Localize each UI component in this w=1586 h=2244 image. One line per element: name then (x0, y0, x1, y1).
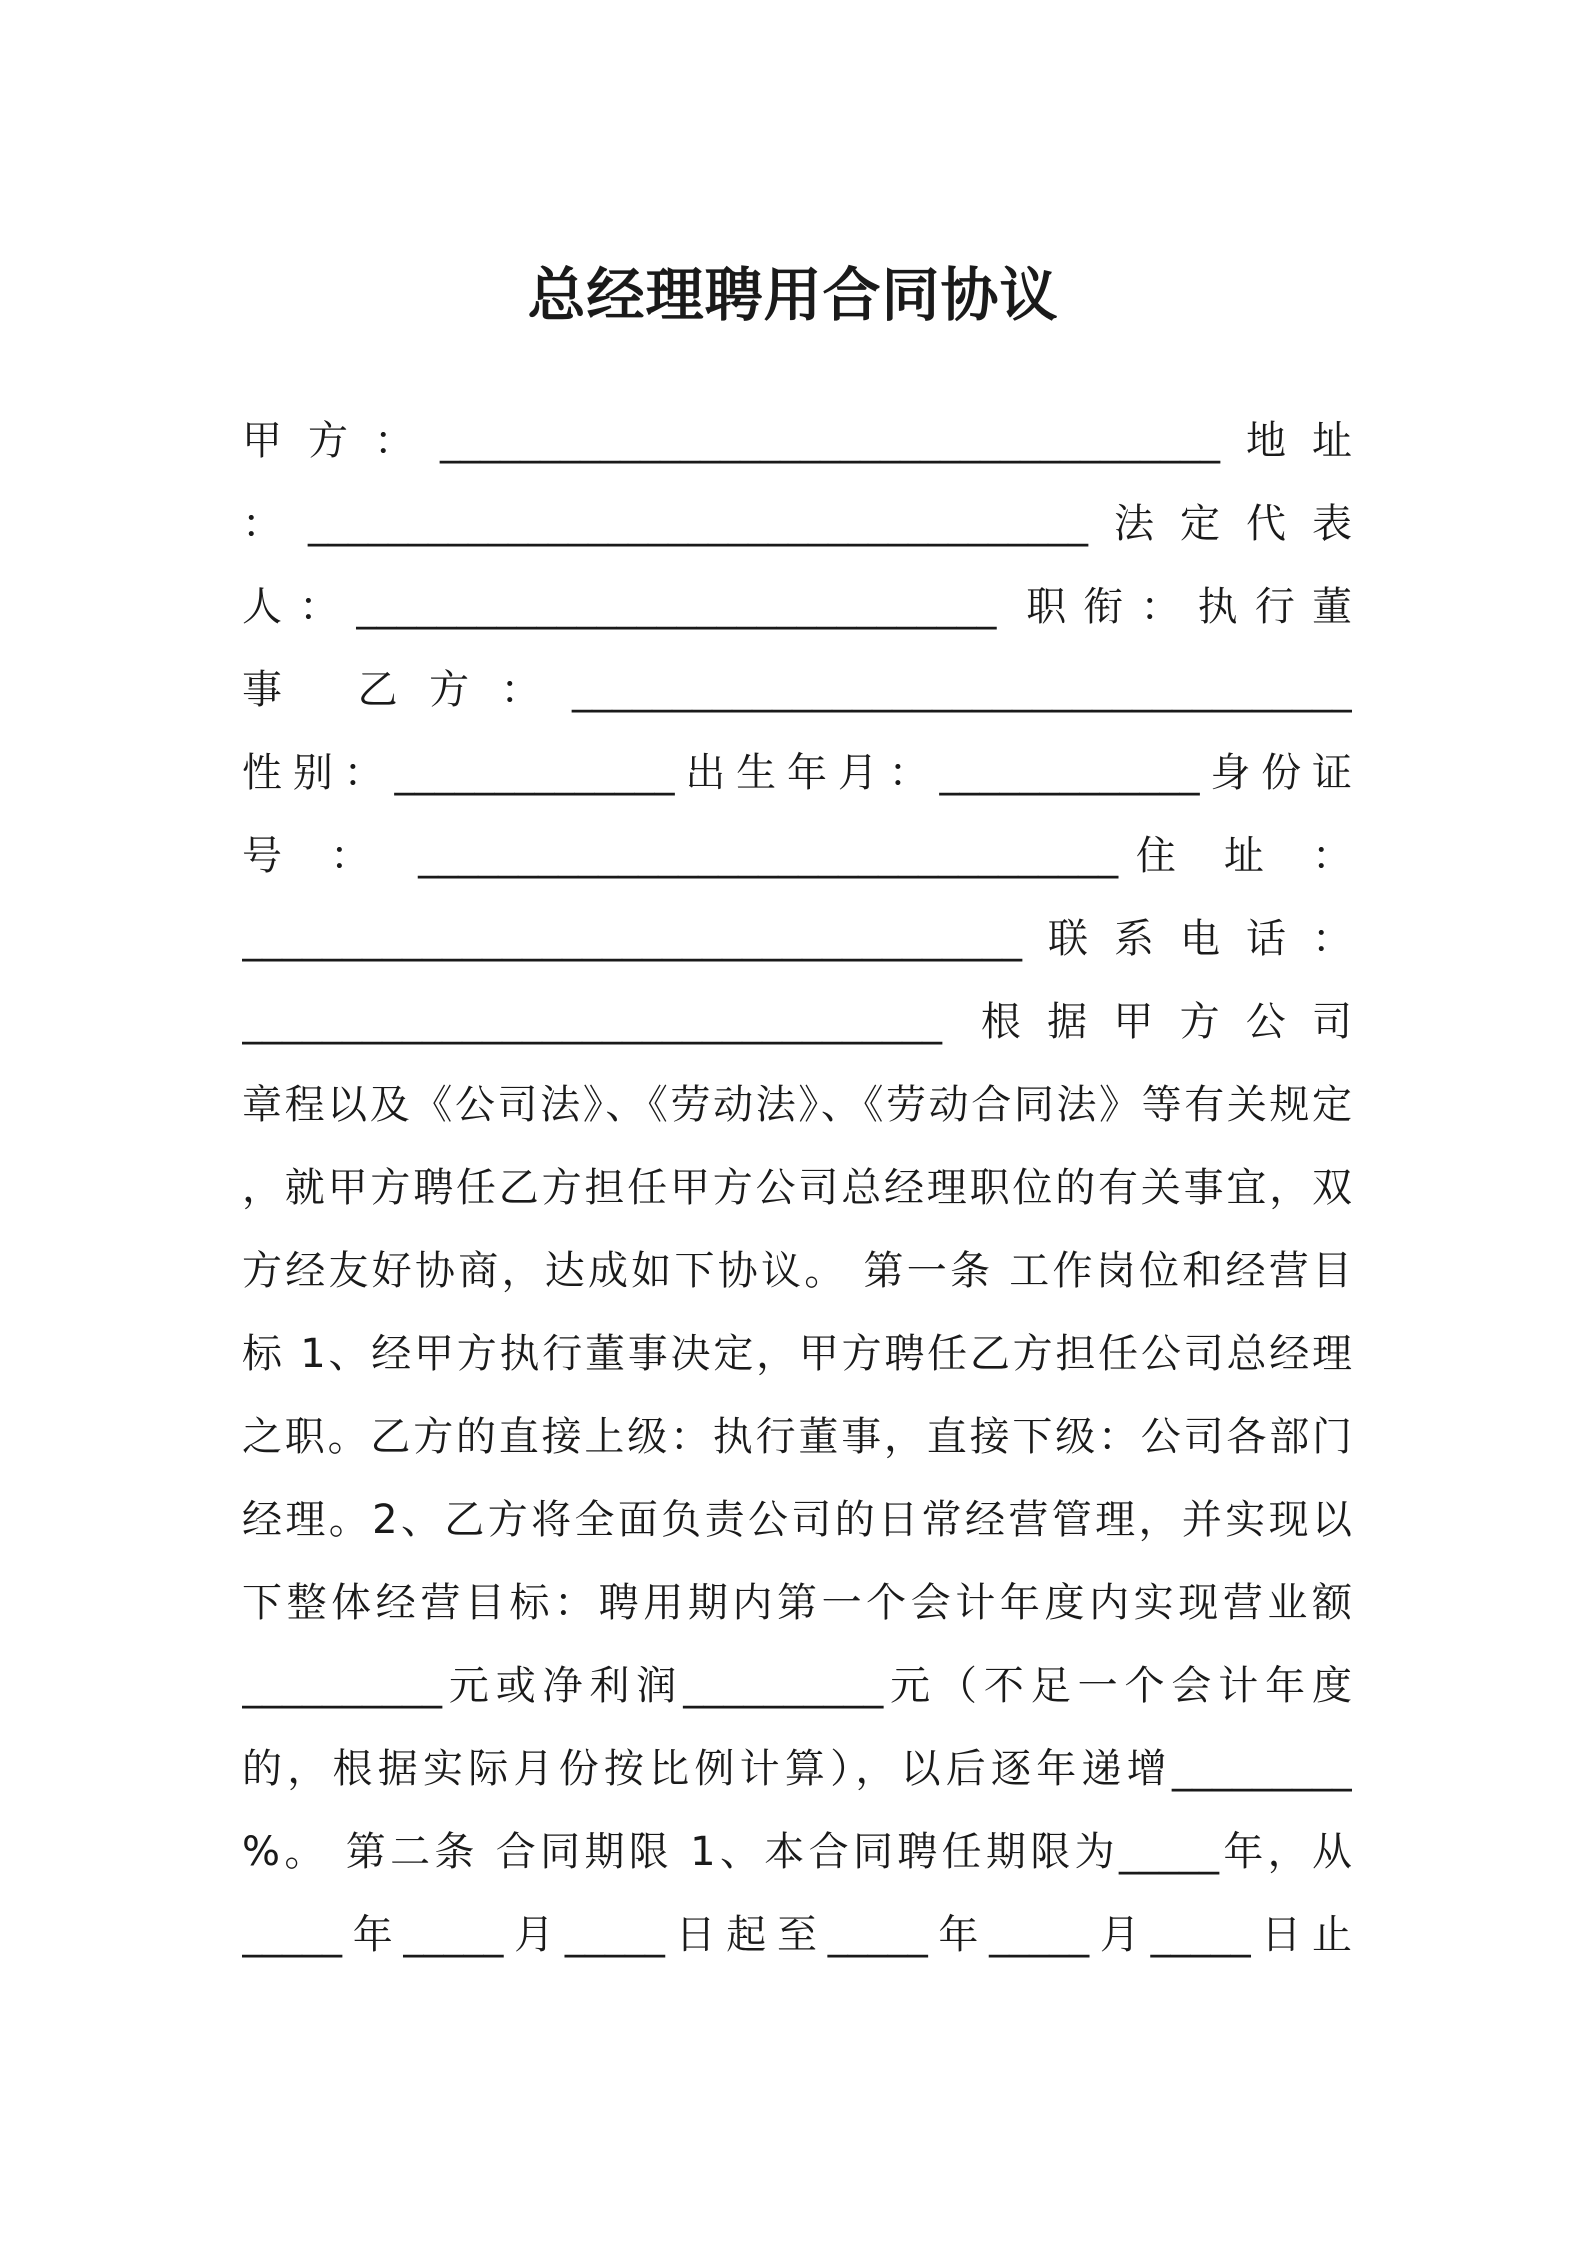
text-line: 人：________________________________ 职衔：执行董 (242, 584, 1352, 630)
text-line: ：_______________________________________法定代表 (242, 501, 1352, 547)
text-line: ___________________________________ 根据甲方公司 (242, 999, 1352, 1045)
text-line: 性别：______________出生年月：_____________身份证 (242, 750, 1352, 796)
text-line: 方经友好协商，达成如下协议。 第一条 工作岗位和经营目 (242, 1248, 1352, 1294)
document-body (242, 400, 1352, 1977)
text-line: 之职。乙方的直接上级：执行董事，直接下级：公司各部门 (242, 1414, 1352, 1460)
text-line: 下整体经营目标：聘用期内第一个会计年度内实现营业额 (242, 1580, 1352, 1626)
text-line: 经理。2、乙方将全面负责公司的日常经营管理，并实现以 (242, 1497, 1352, 1543)
text-line: 号 ： ___________________________________住 址 ： (242, 833, 1352, 879)
text-line: 章程以及《公司法》、《劳动法》、《劳动合同法》等有关规定 (242, 1082, 1352, 1128)
text-line: _______________________________________联系电话： (242, 916, 1352, 962)
text-line: 事 乙方：_______________________________________ (242, 667, 1352, 713)
text-line: %。 第二条 合同期限 1、本合同聘任期限为_____年，从 (242, 1829, 1352, 1875)
text-line: __________元或净利润__________元（不足一个会计年度 (242, 1663, 1352, 1709)
text-line: 的，根据实际月份按比例计算），以后逐年递增_________ (242, 1746, 1352, 1792)
text-line: 标 1、经甲方执行董事决定，甲方聘任乙方担任公司总经理 (242, 1331, 1352, 1377)
text-line: ，就甲方聘任乙方担任甲方公司总经理职位的有关事宜，双 (242, 1165, 1352, 1211)
document-title: 总经理聘用合同协议 (527, 261, 1059, 329)
text-line: 甲方：_______________________________________地址 (242, 418, 1352, 464)
text-line: _____年_____月_____日起至_____年_____月_____日止 (242, 1912, 1352, 1958)
